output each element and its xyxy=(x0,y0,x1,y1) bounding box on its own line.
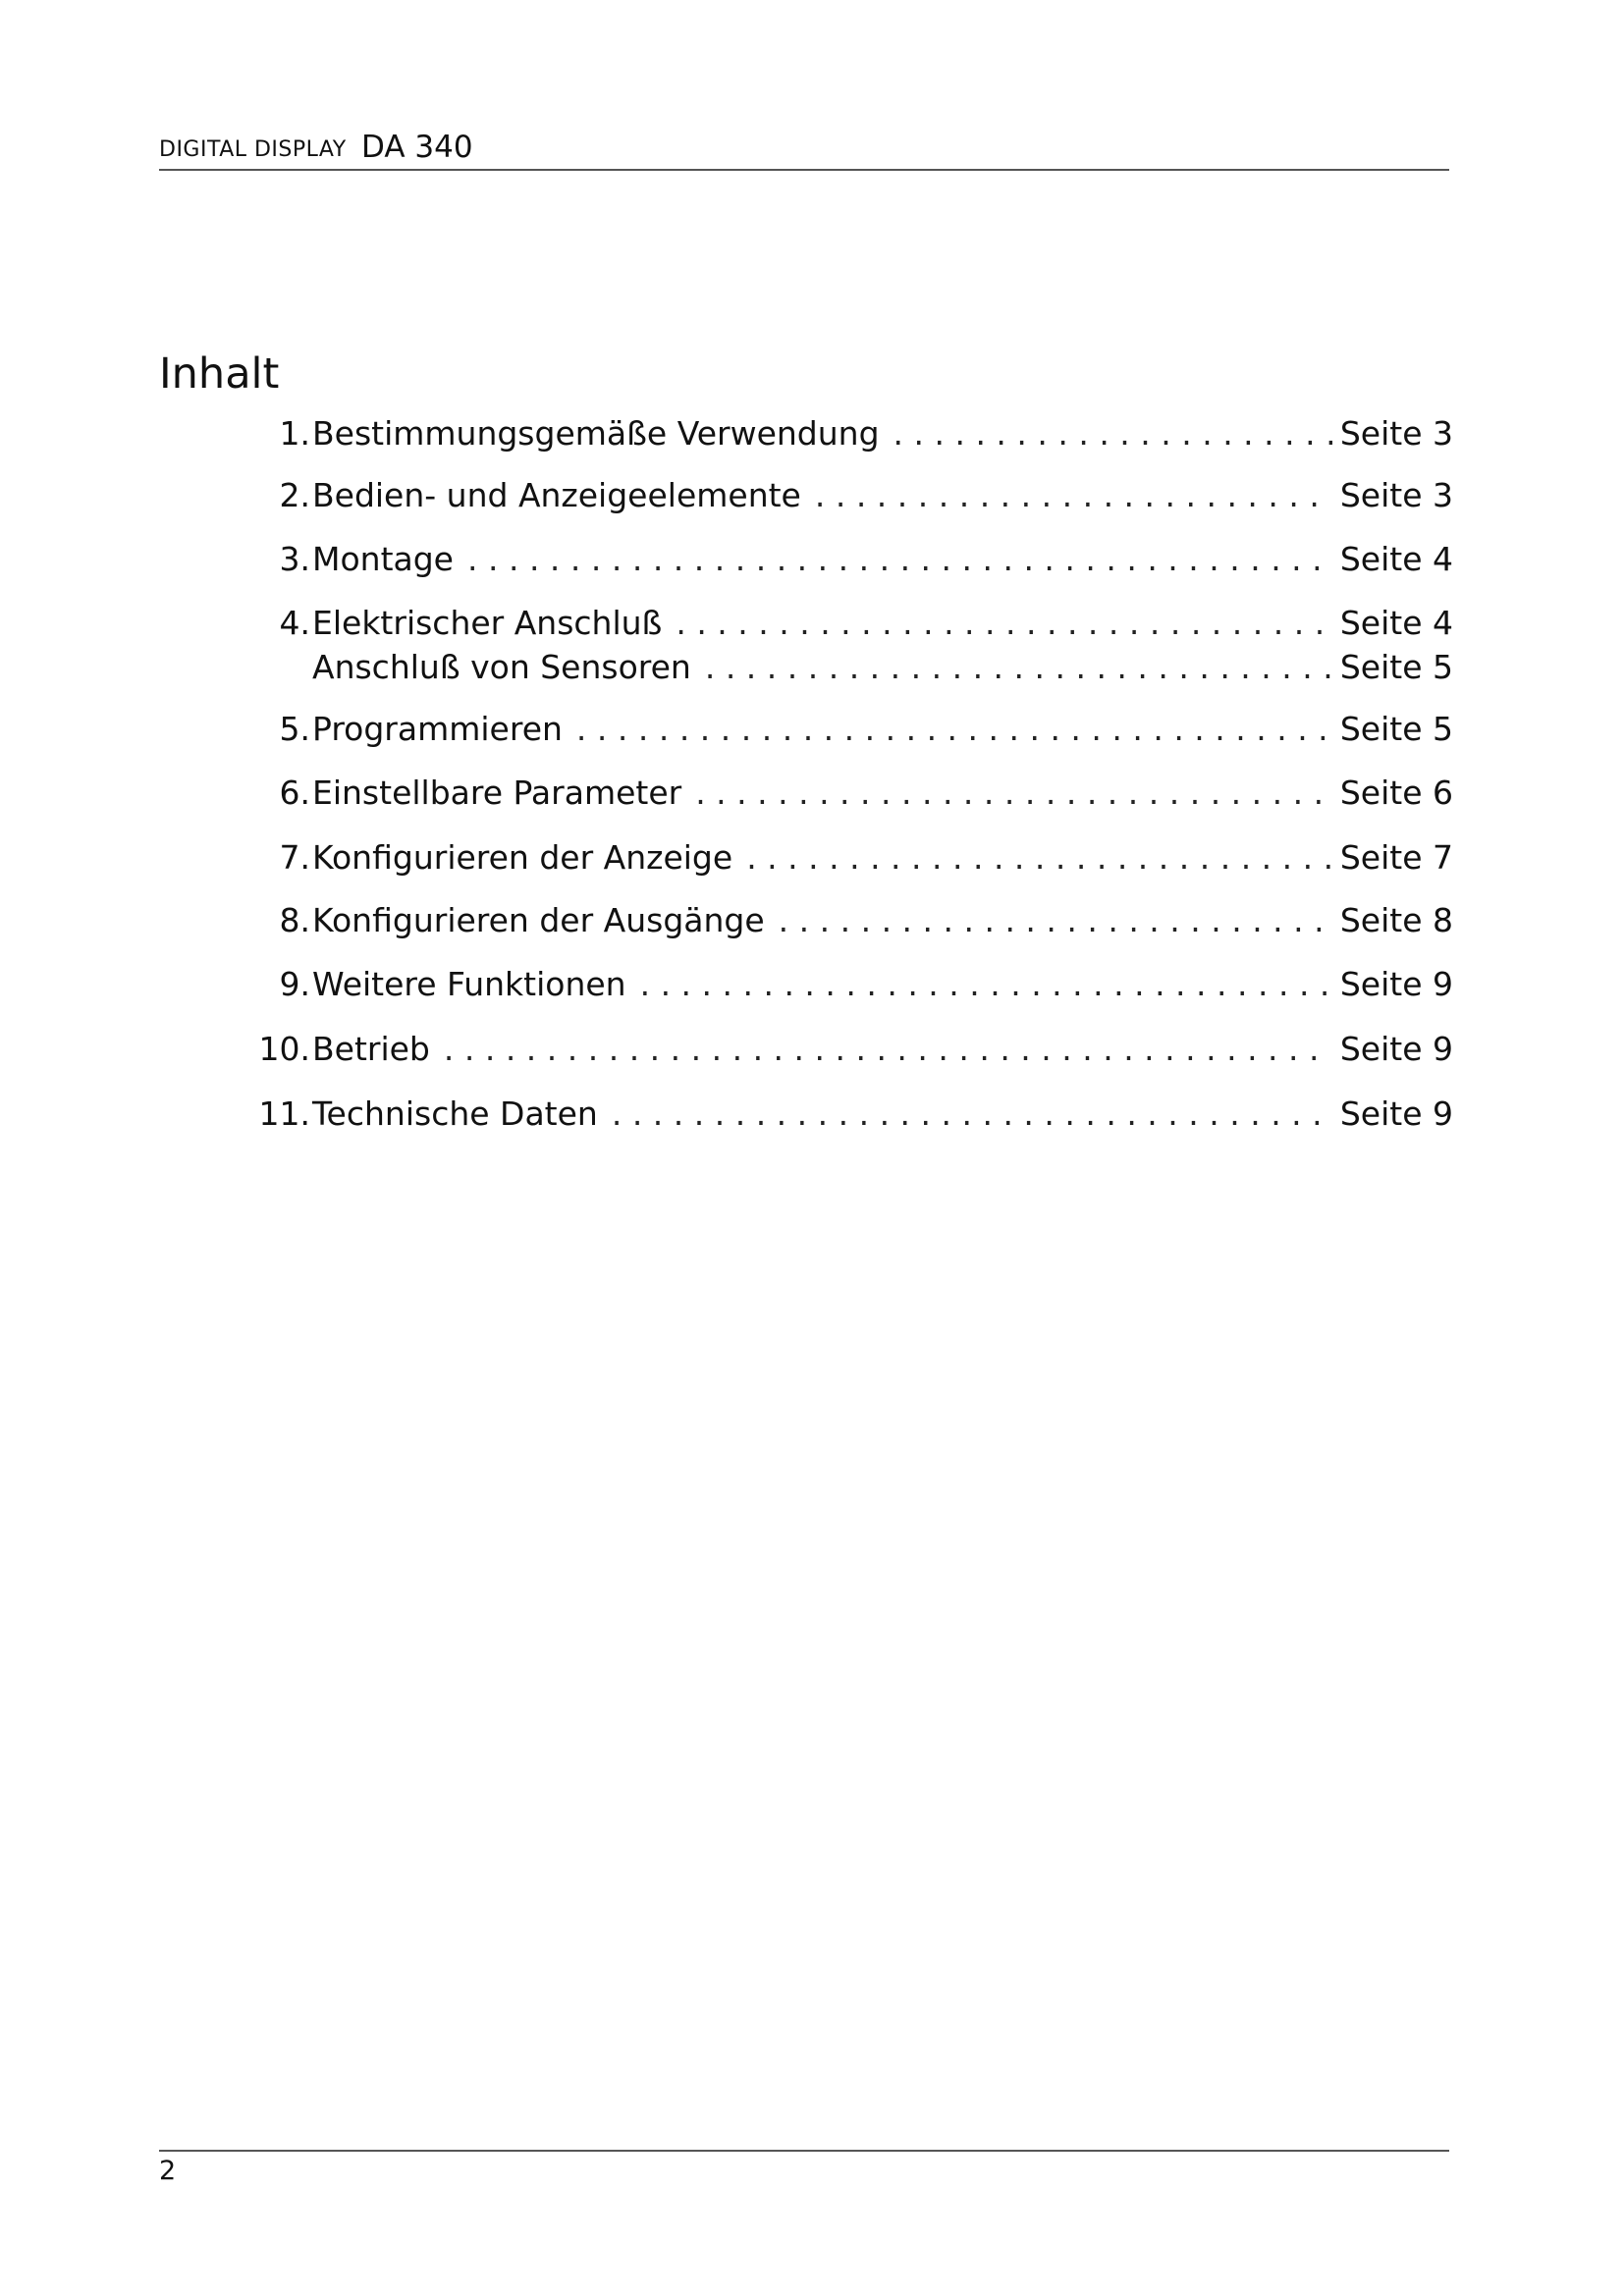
toc-entry[interactable] xyxy=(263,708,1453,751)
toc-leader-dots xyxy=(779,899,1332,942)
toc-entry[interactable] xyxy=(258,1093,1453,1136)
toc-label: Bedien- und Anzeigeelemente xyxy=(312,476,801,514)
toc-page-ref: Seite 9 xyxy=(1339,1095,1453,1133)
toc-number: 4. xyxy=(279,604,310,642)
footer-rule xyxy=(159,2150,1449,2152)
toc-page-ref: Seite 9 xyxy=(1339,1030,1453,1068)
header-model: DA 340 xyxy=(361,130,473,165)
toc-leader-dots xyxy=(676,602,1332,645)
toc-page-ref: Seite 5 xyxy=(1339,648,1453,686)
toc-entry[interactable] xyxy=(258,1028,1453,1071)
toc-leader-dots xyxy=(746,836,1332,880)
toc-label: Betrieb xyxy=(312,1030,430,1068)
toc-label: Einstellbare Parameter xyxy=(312,774,682,812)
toc-label: Anschluß von Sensoren xyxy=(312,648,691,686)
toc-number: 7. xyxy=(279,838,310,877)
toc-leader-dots xyxy=(695,772,1332,815)
toc-entry[interactable] xyxy=(263,836,1453,880)
toc-number: 10. xyxy=(258,1030,310,1068)
toc-leader-dots xyxy=(612,1093,1332,1136)
toc-entry[interactable] xyxy=(263,412,1453,455)
toc-leader-dots xyxy=(893,412,1332,455)
toc-page-ref: Seite 8 xyxy=(1339,901,1453,939)
toc-label: Montage xyxy=(312,540,454,578)
toc-entry[interactable] xyxy=(263,602,1453,645)
toc-number: 9. xyxy=(279,965,310,1003)
toc-leader-dots xyxy=(444,1028,1332,1071)
toc-page-ref: Seite 9 xyxy=(1339,965,1453,1003)
toc-label: Konfigurieren der Anzeige xyxy=(312,838,733,877)
toc-page-ref: Seite 4 xyxy=(1339,540,1453,578)
page-number: 2 xyxy=(159,2156,177,2186)
toc-label: Technische Daten xyxy=(312,1095,598,1133)
toc-leader-dots xyxy=(467,538,1332,581)
toc-number: 1. xyxy=(279,414,310,453)
toc-entry[interactable] xyxy=(263,772,1453,815)
toc-number: 2. xyxy=(279,476,310,514)
toc-label: Weitere Funktionen xyxy=(312,965,626,1003)
toc-page-ref: Seite 3 xyxy=(1339,414,1453,453)
toc-page-ref: Seite 4 xyxy=(1339,604,1453,642)
toc-leader-dots xyxy=(705,646,1332,689)
toc-title: Inhalt xyxy=(159,349,280,399)
toc-label: Bestimmungsgemäße Verwendung xyxy=(312,414,880,453)
toc-entry[interactable] xyxy=(263,538,1453,581)
toc-page-ref: Seite 7 xyxy=(1339,838,1453,877)
toc-page-ref: Seite 5 xyxy=(1339,710,1453,748)
header-product-line: DIGITAL DISPLAY xyxy=(159,137,347,162)
toc-number: 5. xyxy=(279,710,310,748)
toc-leader-dots xyxy=(640,963,1332,1006)
toc-entry[interactable] xyxy=(263,474,1453,517)
toc-leader-dots xyxy=(815,474,1332,517)
toc-label: Konfigurieren der Ausgänge xyxy=(312,901,765,939)
toc-entry[interactable] xyxy=(263,899,1453,942)
toc-number: 3. xyxy=(279,540,310,578)
running-header xyxy=(159,130,1449,171)
toc-page-ref: Seite 6 xyxy=(1339,774,1453,812)
toc-number: 8. xyxy=(279,901,310,939)
toc-number: 6. xyxy=(279,774,310,812)
toc-label: Elektrischer Anschluß xyxy=(312,604,663,642)
toc-number: 11. xyxy=(258,1095,310,1133)
toc-label: Programmieren xyxy=(312,710,563,748)
toc-subentry[interactable] xyxy=(263,646,1453,689)
toc-page-ref: Seite 3 xyxy=(1339,476,1453,514)
toc-leader-dots xyxy=(576,708,1332,751)
toc-entry[interactable] xyxy=(263,963,1453,1006)
